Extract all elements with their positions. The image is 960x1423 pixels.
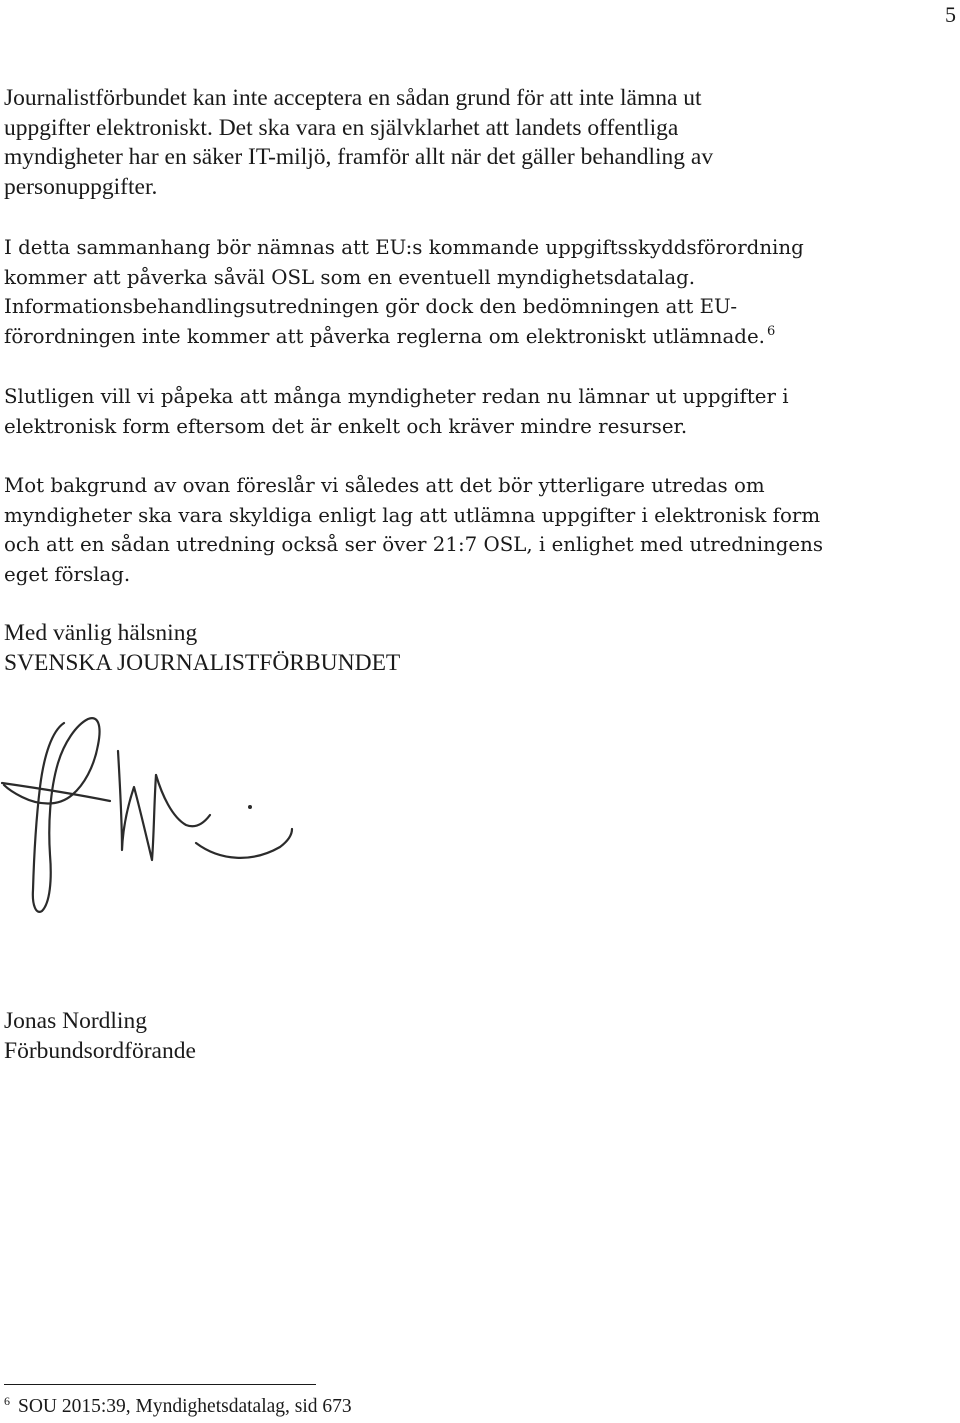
paragraph-line: Mot bakgrund av ovan föreslår vi således att det bör ytterligare utredas om (4, 474, 765, 497)
paragraph-line: I detta sammanhang bör nämnas att EU:s kommande uppgiftsskyddsförordning (4, 236, 804, 259)
organization-name: SVENSKA JOURNALISTFÖRBUNDET (4, 649, 401, 676)
footnote (4, 1393, 352, 1418)
signatory-block (4, 1007, 954, 1066)
closing-greeting: Med vänlig hälsning (4, 620, 198, 646)
paragraph-line (4, 322, 954, 352)
paragraph-line: myndigheter ska vara skyldiga enligt lag att utlämna uppgifter i elektronisk form (4, 503, 821, 527)
paragraph-line: Slutligen vill vi påpeka att många myndigheter redan nu lämnar ut uppgifter i (4, 385, 789, 408)
paragraph-3 (4, 382, 954, 441)
footnote-divider (4, 1384, 316, 1385)
signature-icon (0, 705, 300, 920)
paragraph-line: Informationsbehandlingsutredningen gör dock den bedömningen att EU- (4, 295, 738, 318)
footnote-reference[interactable]: 6 (766, 323, 776, 339)
paragraph-2 (4, 233, 954, 351)
signatory-title: Förbundsordförande (4, 1037, 196, 1064)
paragraph-line: myndigheter har en säker IT-miljö, framför allt när det gäller behandling av (4, 144, 714, 170)
page-number: 5 (945, 2, 956, 27)
footnote-text: SOU 2015:39, Myndighetsdatalag, sid 673 (18, 1396, 352, 1417)
paragraph-1 (4, 84, 954, 202)
paragraph-line: elektronisk form eftersom det är enkelt och kräver mindre resurser. (4, 414, 688, 438)
paragraph-line-text: förordningen inte kommer att påverka reglerna om elektroniskt utlämnade. (4, 324, 765, 348)
paragraph-line: personuppgifter. (4, 173, 158, 200)
paragraph-line: kommer att påverka såväl OSL som en eventuell myndighetsdatalag. (4, 265, 696, 289)
paragraph-line: eget förslag. (4, 562, 131, 586)
footnote-number: 6 (4, 1393, 10, 1408)
paragraph-line: Journalistförbundet kan inte acceptera en sådan grund för att inte lämna ut (4, 85, 702, 111)
paragraph-line: uppgifter elektroniskt. Det ska vara en självklarhet att landets offentliga (4, 114, 679, 141)
paragraph-line: och att en sådan utredning också ser över 21:7 OSL, i enlighet med utredningens (4, 533, 824, 556)
signatory-name: Jonas Nordling (4, 1008, 147, 1034)
paragraph-4 (4, 471, 954, 589)
closing-block (4, 619, 954, 678)
